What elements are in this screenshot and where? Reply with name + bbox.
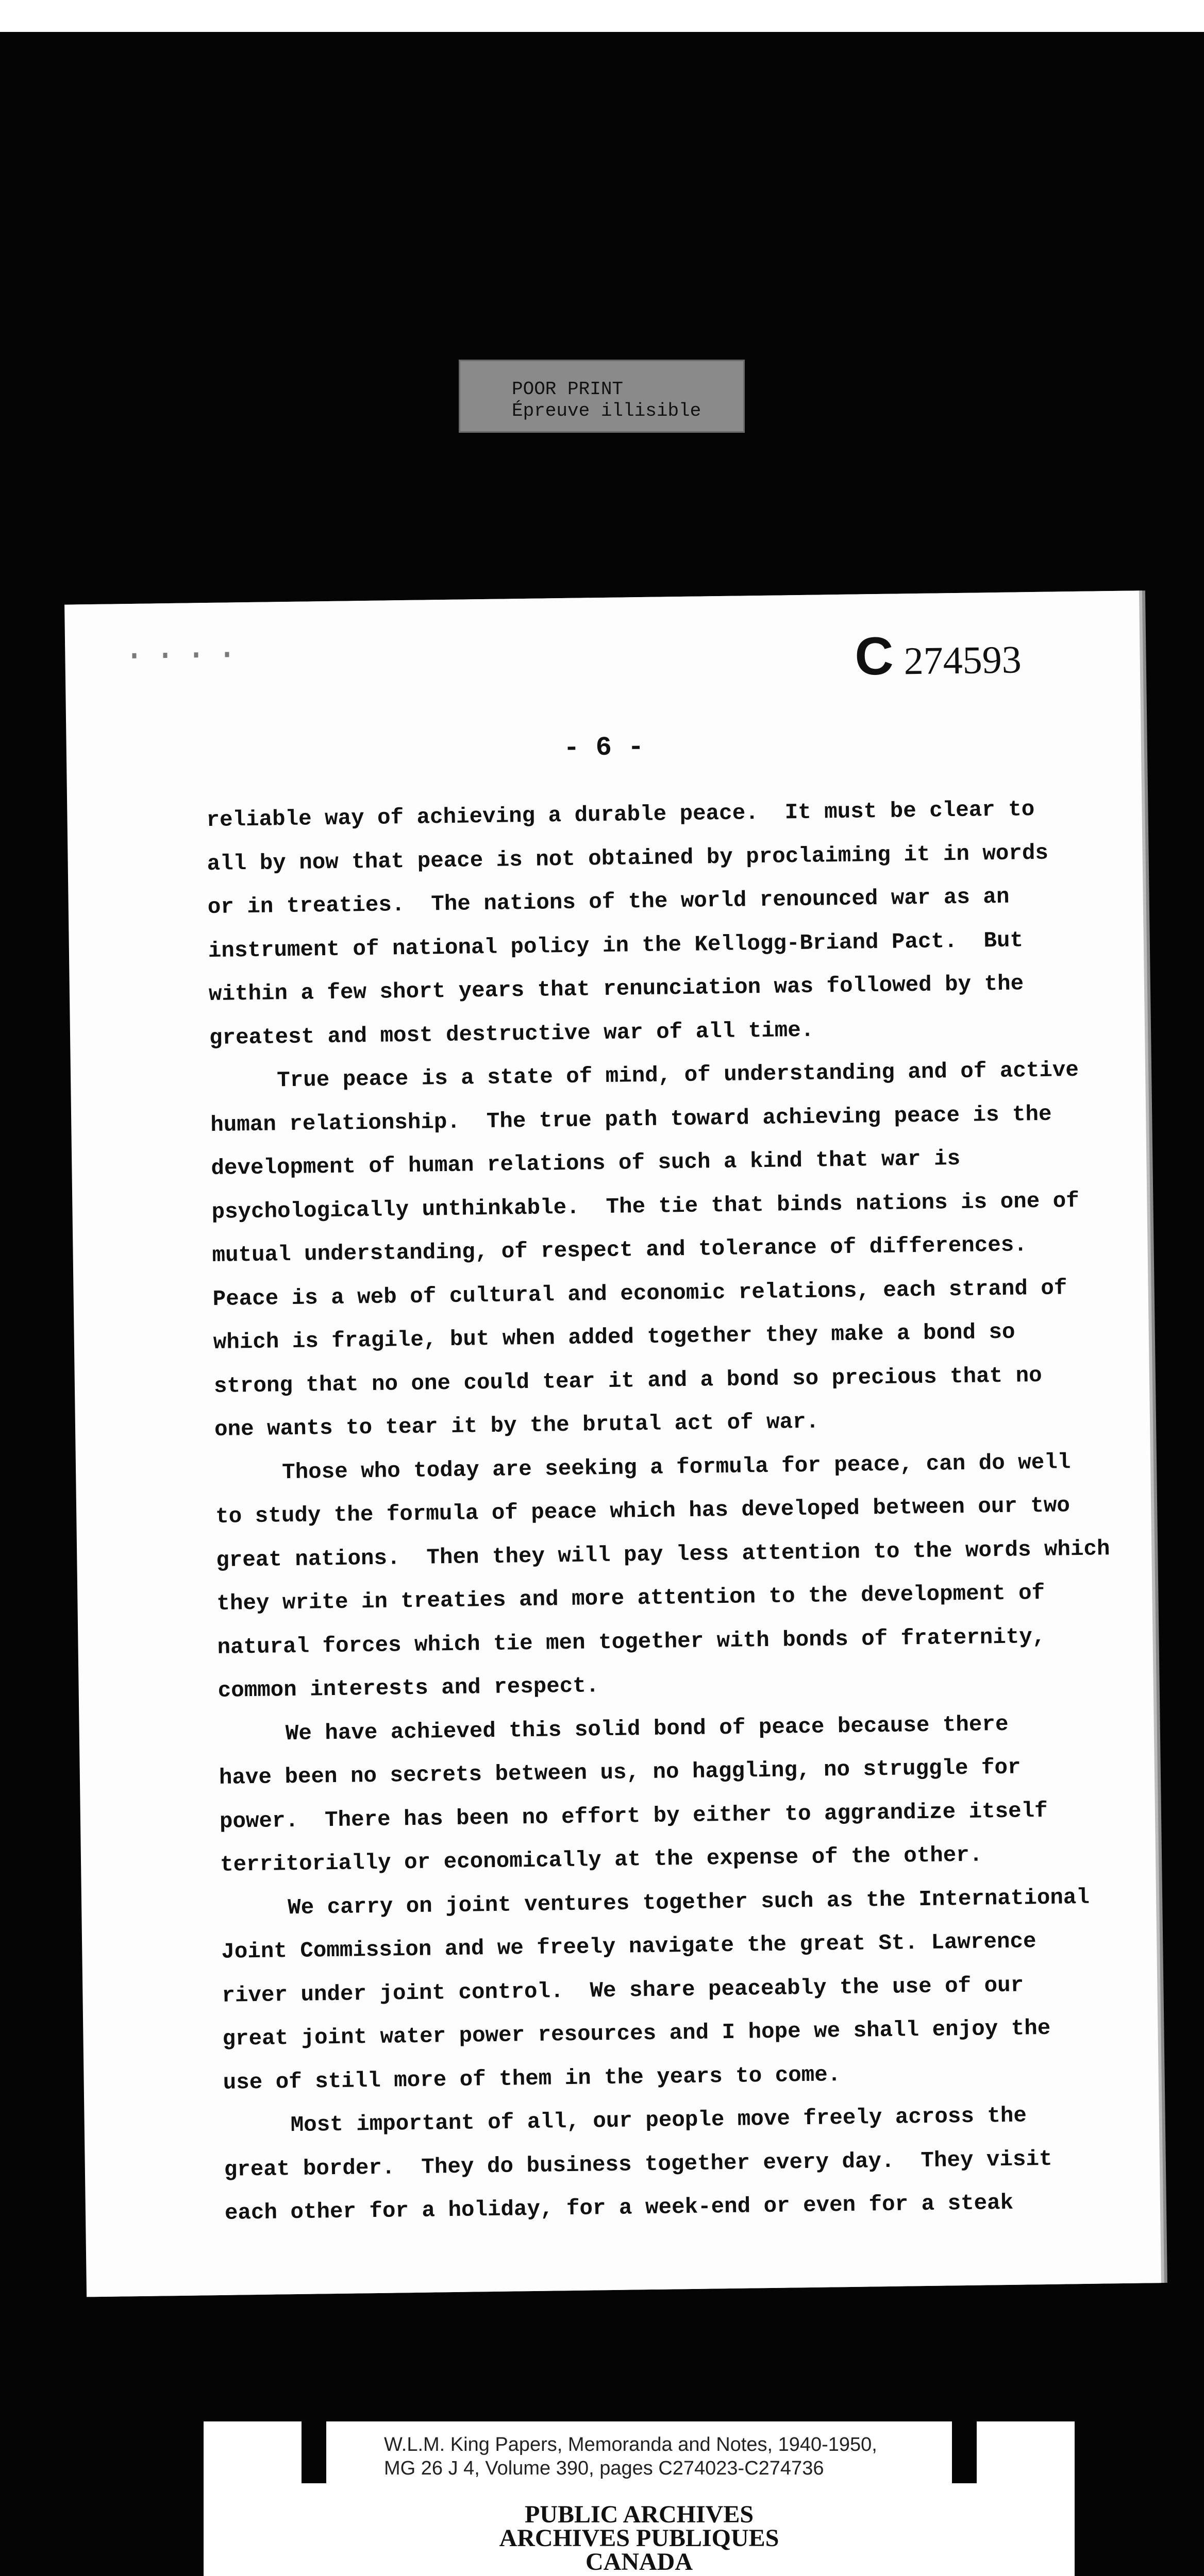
text-line: which is fragile, but when added together they make a bond so (213, 1319, 1015, 1355)
stamp-notch-right (952, 2421, 977, 2483)
text-line: greatest and most destructive war of all time. (209, 1018, 814, 1050)
text-line: use of still more of them in the years to come. (223, 2062, 841, 2095)
text-line: great border. They do business together every day. They visit (224, 2146, 1052, 2182)
text-line: mutual understanding, of respect and tolerance of differences. (212, 1232, 1028, 1268)
archive-reference-line: W.L.M. King Papers, Memoranda and Notes, 1940-1950, (384, 2434, 877, 2455)
text-line: natural forces which tie men together with bonds of fraternity, (217, 1624, 1046, 1660)
text-line: Most important of all, our people move freely across the (290, 2103, 1027, 2138)
archives-name (204, 2503, 1075, 2574)
text-line: territorially or economically at the expense of the other. (220, 1842, 983, 1877)
text-line: Those who today are seeking a formula for peace, can do well (281, 1449, 1071, 1485)
text-line: river under joint control. We share peaceably the use of our (222, 1973, 1024, 2008)
document-id-prefix: C (854, 626, 894, 687)
page-speck-marks (132, 652, 256, 658)
poor-print-line-fr: Épreuve illisible (512, 400, 701, 421)
text-line: reliable way of achieving a durable peace. It must be clear to (206, 797, 1035, 833)
document-id-number: 274593 (904, 638, 1022, 683)
text-line: development of human relations of such a kind that war is (211, 1146, 961, 1181)
archive-reference-line: MG 26 J 4, Volume 390, pages C274023-C274736 (384, 2458, 824, 2479)
text-line: within a few short years that renunciation was followed by the (208, 971, 1024, 1007)
stamp-notch-left (302, 2421, 326, 2483)
archive-stamp (204, 2421, 1075, 2576)
text-line: to study the formula of peace which has developed between our two (215, 1493, 1071, 1529)
archives-name-line: CANADA (586, 2548, 693, 2575)
text-line: Joint Commission and we freely navigate the great St. Lawrence (221, 1929, 1036, 1964)
text-line: human relationship. The true path toward achieving peace is the (210, 1101, 1052, 1138)
text-line: common interests and respect. (218, 1673, 599, 1703)
page-number: - 6 - (563, 732, 644, 764)
poor-print-label (459, 360, 745, 433)
document-id (855, 624, 1022, 687)
text-line: great joint water power resources and I hope we shall enjoy the (222, 2015, 1051, 2052)
archives-name-line: PUBLIC ARCHIVES (524, 2501, 754, 2528)
poor-print-line-en: POOR PRINT (512, 379, 624, 400)
text-line: Peace is a web of cultural and economic relations, each strand of (212, 1275, 1067, 1312)
text-line: have been no secrets between us, no haggling, no struggle for (219, 1755, 1021, 1790)
text-line: great nations. Then they will pay less attention to the words which (216, 1536, 1110, 1573)
body-text (206, 787, 1110, 2235)
document-page (64, 590, 1161, 2297)
text-line: We carry on joint ventures together such as the International (287, 1885, 1090, 1920)
text-line: they write in treaties and more attention to the development of (216, 1580, 1045, 1616)
text-line: or in treaties. The nations of the world renounced war as an (207, 884, 1010, 920)
archive-reference (384, 2433, 877, 2480)
text-line: power. There has been no effort by either to aggrandize itself (219, 1798, 1048, 1834)
text-line: each other for a holiday, for a week-end or even for a steak (224, 2190, 1014, 2226)
text-line: strong that no one could tear it and a bond so precious that no (213, 1363, 1042, 1399)
text-line: all by now that peace is not obtained by proclaiming it in words (207, 840, 1049, 876)
text-line: one wants to tear it by the brutal act of war. (214, 1409, 820, 1442)
text-line: We have achieved this solid bond of peace because there (285, 1711, 1009, 1746)
text-line: psychologically unthinkable. The tie that binds nations is one of (211, 1188, 1079, 1225)
archives-name-line: ARCHIVES PUBLIQUES (499, 2524, 779, 2552)
text-line: instrument of national policy in the Kellogg-Briand Pact. But (208, 927, 1024, 963)
text-line: True peace is a state of mind, of understanding and of active (276, 1057, 1079, 1093)
